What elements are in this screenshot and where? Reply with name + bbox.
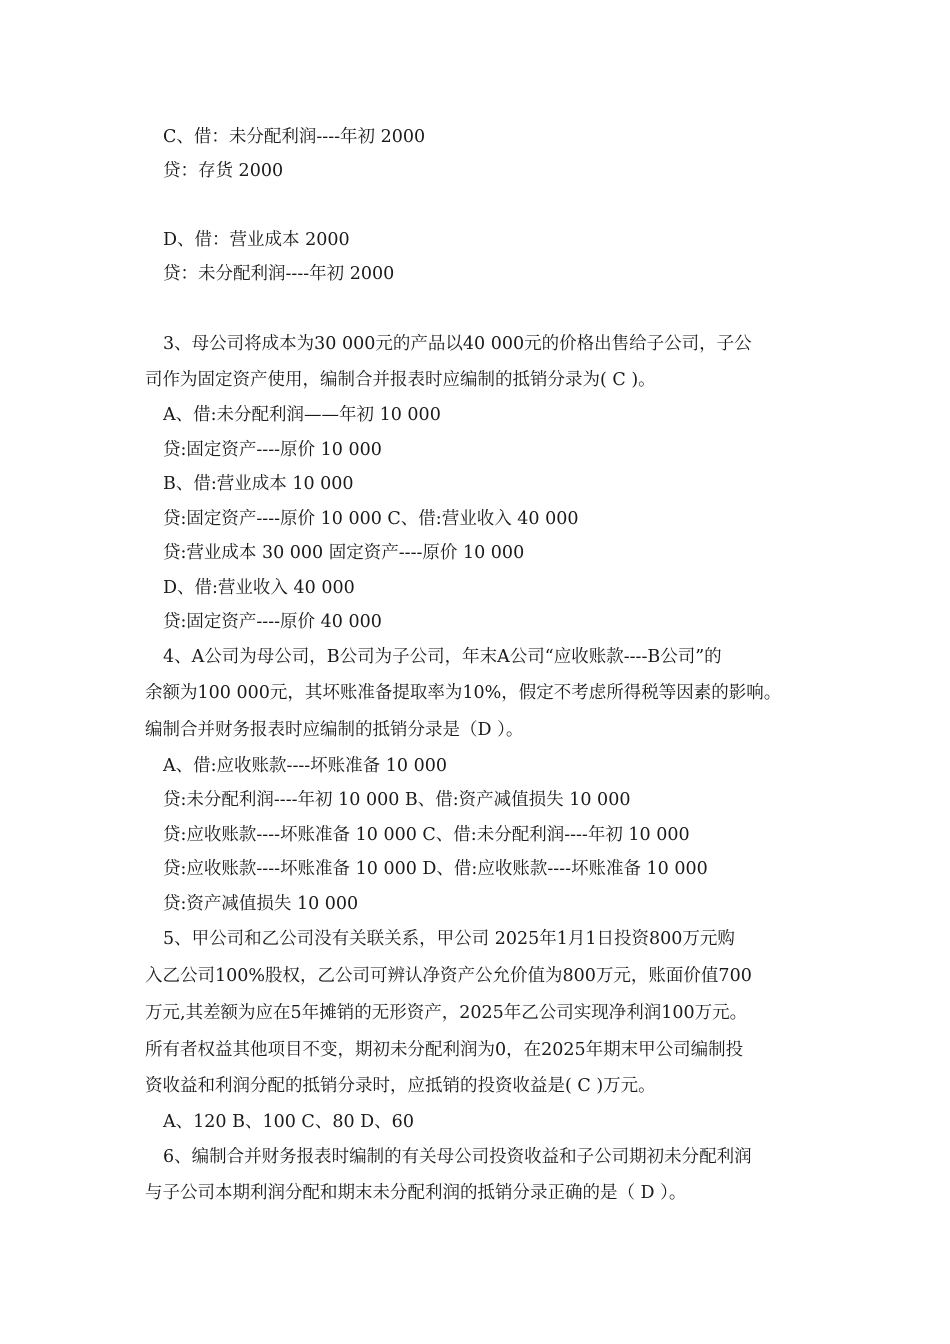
text-line: 贷：存货 2000: [163, 161, 284, 181]
text-line: D、借：营业成本 2000: [163, 230, 350, 250]
text-line: A、120 B、100 C、80 D、60: [163, 1112, 414, 1132]
text-line: A、借:未分配利润——年初 10 000: [163, 405, 441, 425]
text-line: 6、编制合并财务报表时编制的有关母公司投资收益和子公司期初未分配利润: [163, 1147, 752, 1167]
text-line: 所有者权益其他项目不变，期初未分配利润为0，在2025年期末甲公司编制投: [145, 1040, 744, 1060]
text-line: 贷:资产减值损失 10 000: [163, 894, 359, 914]
text-line: 万元,其差额为应在5年摊销的无形资产，2025年乙公司实现净利润100万元。: [145, 1003, 748, 1023]
text-line: 3、母公司将成本为30 000元的产品以40 000元的价格出售给子公司，子公: [163, 334, 752, 354]
text-line: 贷:固定资产----原价 40 000: [163, 612, 382, 632]
text-line: D、借:营业收入 40 000: [163, 578, 355, 598]
text-line: 贷:固定资产----原价 10 000 C、借:营业收入 40 000: [163, 509, 579, 529]
text-line: 与子公司本期利润分配和期末未分配利润的抵销分录正确的是（ D ）。: [145, 1183, 687, 1203]
text-line: C、借：未分配利润----年初 2000: [163, 127, 426, 147]
text-line: 贷:营业成本 30 000 固定资产----原价 10 000: [163, 543, 525, 563]
text-line: A、借:应收账款----坏账准备 10 000: [163, 756, 447, 776]
text-line: 编制合并财务报表时应编制的抵销分录是（D ）。: [145, 720, 524, 740]
text-line: 贷:未分配利润----年初 10 000 B、借:资产减值损失 10 000: [163, 790, 631, 810]
text-line: 贷:应收账款----坏账准备 10 000 D、借:应收账款----坏账准备 10 000: [163, 859, 708, 879]
text-line: 余额为100 000元，其坏账准备提取率为10%，假定不考虑所得税等因素的影响。: [145, 683, 782, 703]
text-line: 贷:固定资产----原价 10 000: [163, 440, 382, 460]
text-line: 贷:应收账款----坏账准备 10 000 C、借:未分配利润----年初 10 000: [163, 825, 690, 845]
text-line: 4、A公司为母公司，B公司为子公司，年末A公司“应收账款----B公司”的: [163, 647, 722, 667]
text-line: 资收益和利润分配的抵销分录时，应抵销的投资收益是( C )万元。: [145, 1076, 656, 1096]
text-line: 入乙公司100%股权，乙公司可辨认净资产公允价值为800万元，账面价值700: [145, 966, 752, 986]
text-line: B、借:营业成本 10 000: [163, 474, 354, 494]
text-line: 贷：未分配利润----年初 2000: [163, 264, 395, 284]
text-line: 司作为固定资产使用，编制合并报表时应编制的抵销分录为( C )。: [145, 370, 656, 390]
text-line: 5、甲公司和乙公司没有关联关系，甲公司 2025年1月1日投资800万元购: [163, 929, 735, 949]
